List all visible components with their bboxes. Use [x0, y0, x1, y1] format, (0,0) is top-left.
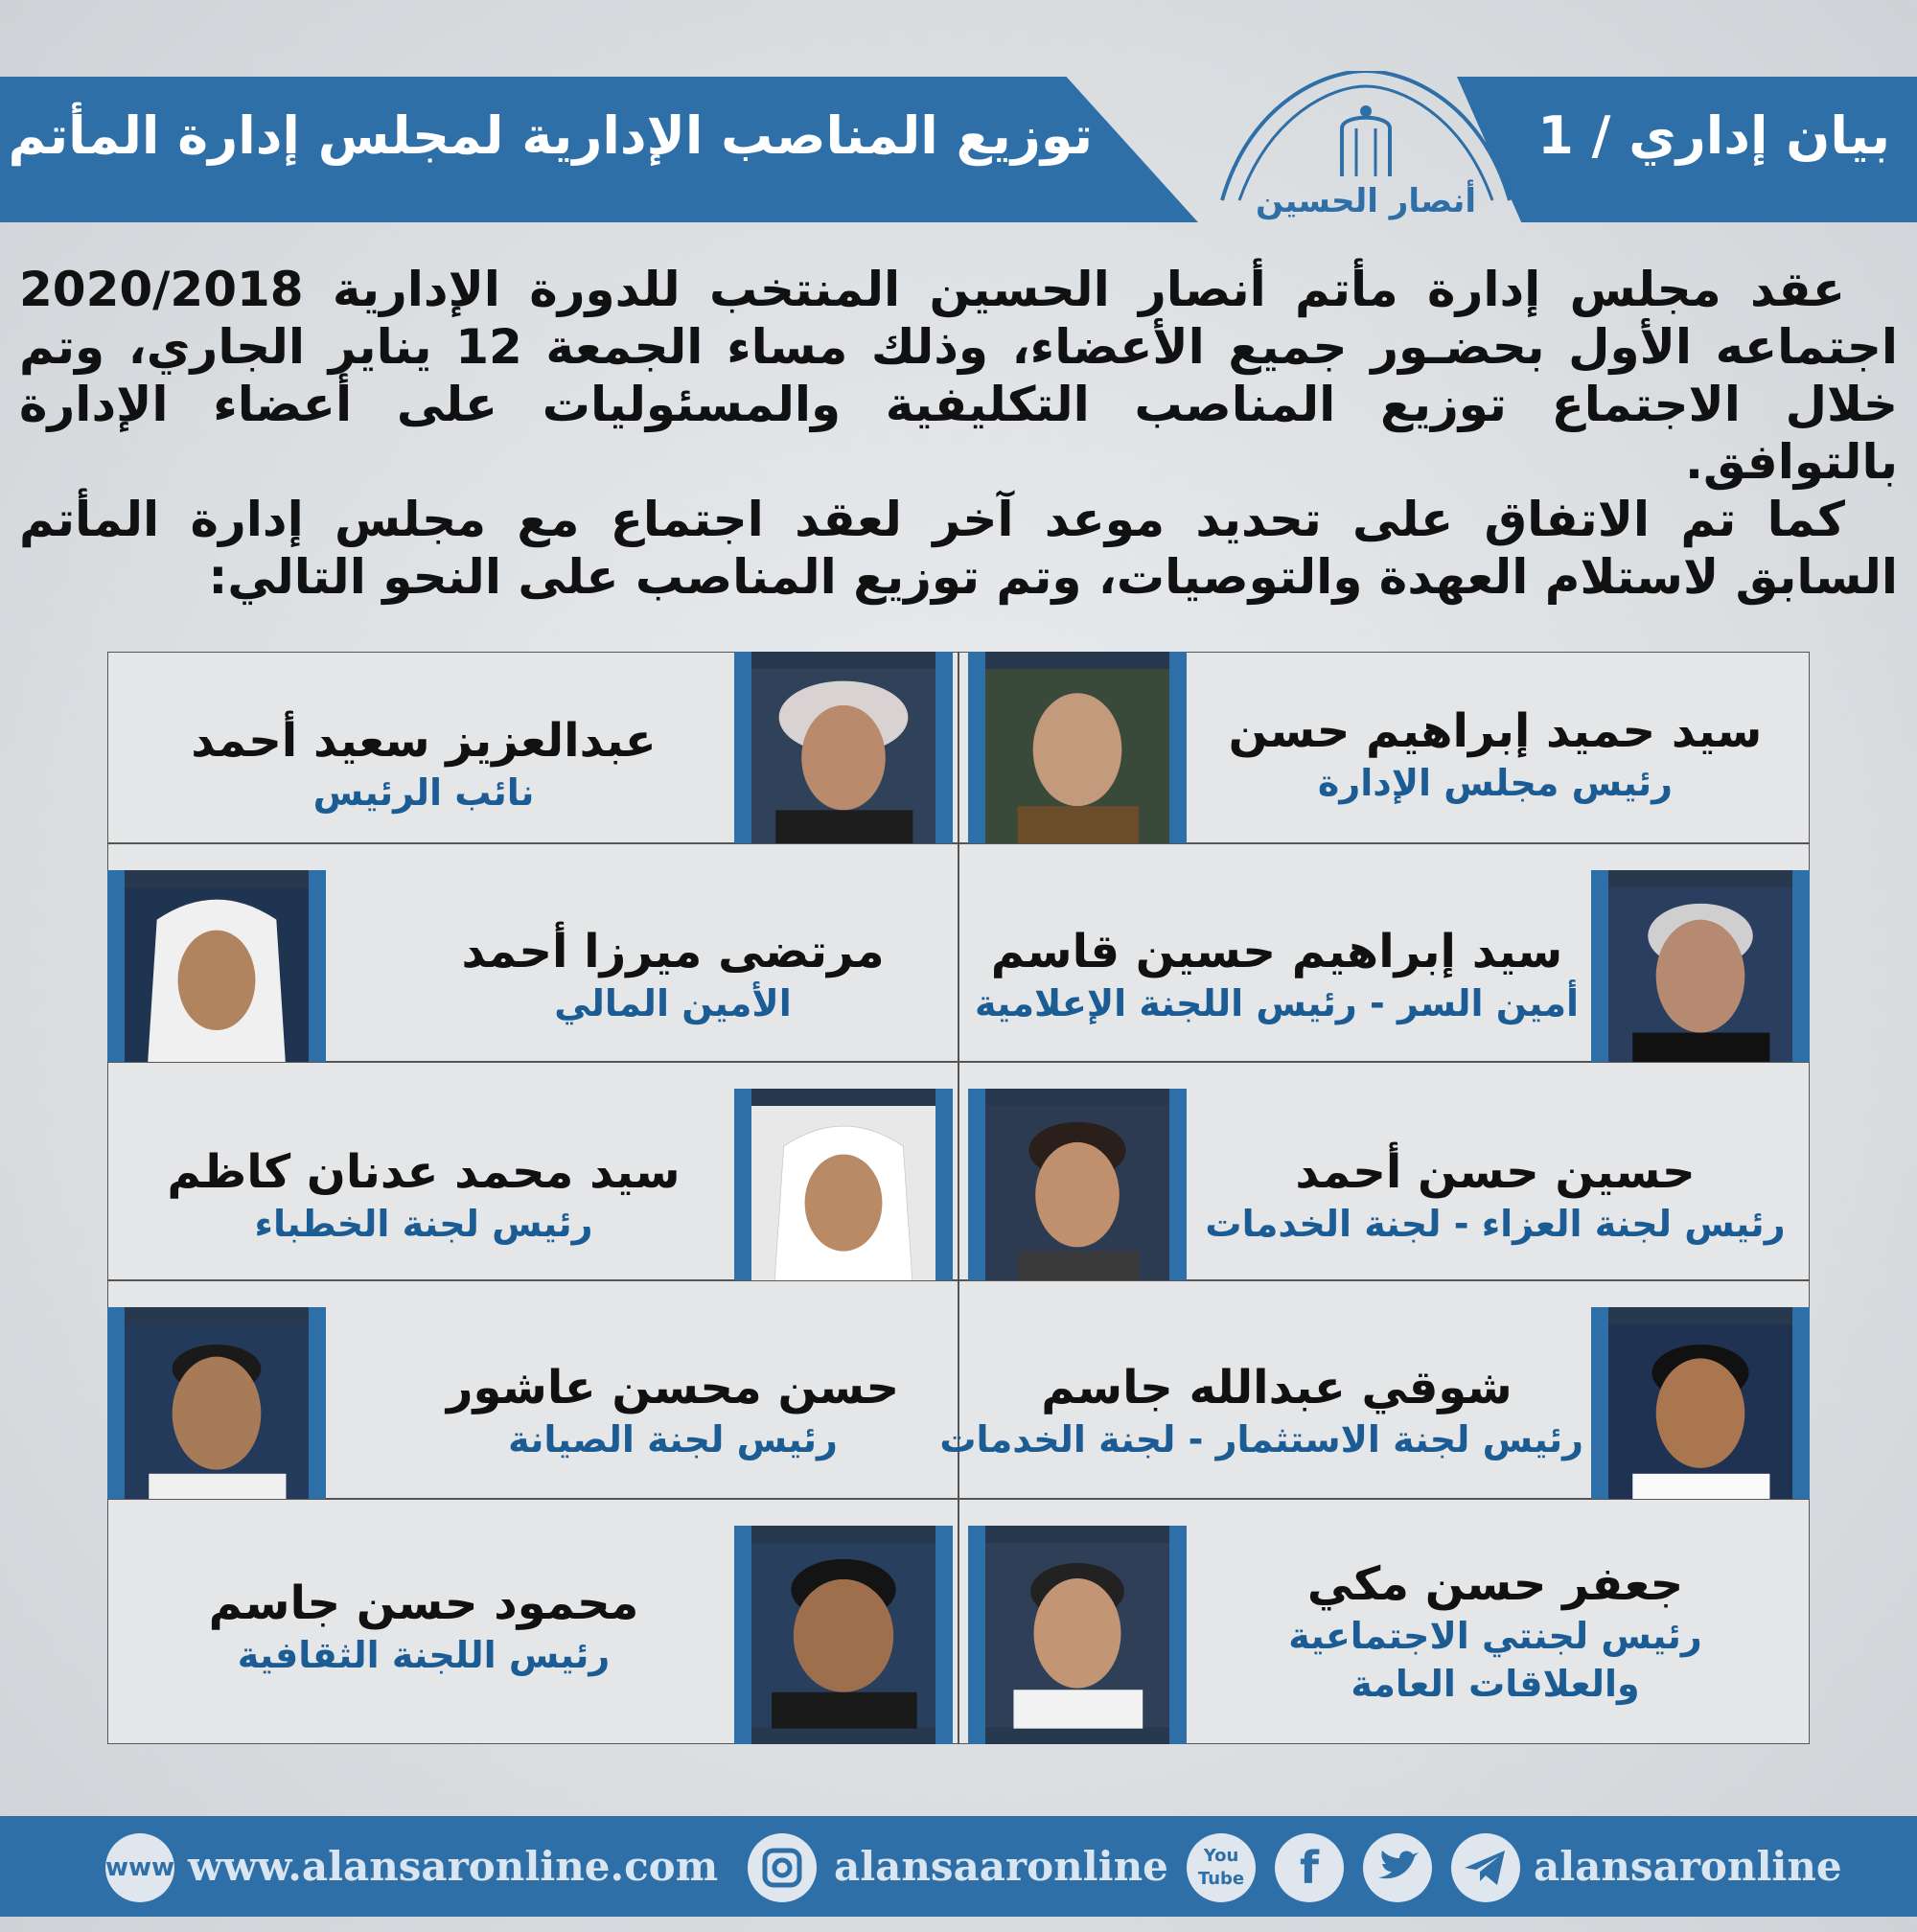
member-role: رئيس مجلس الإدارة	[1317, 762, 1674, 804]
member-name: سيد محمد عدنان كاظم	[167, 1145, 681, 1199]
member-photo	[734, 1089, 953, 1307]
member-role: رئيس لجنتي الاجتماعية	[1288, 1615, 1702, 1657]
telegram-icon[interactable]	[1451, 1833, 1520, 1902]
member-role: أمين السر - رئيس اللجنة الإعلامية	[974, 982, 1580, 1024]
header-bar	[0, 77, 1917, 222]
footer-bar	[0, 1816, 1917, 1917]
member-role: الأمين المالي	[554, 982, 792, 1024]
member-photo	[107, 870, 326, 1089]
member-name: حسن محسن عاشور	[446, 1361, 900, 1414]
member-role: رئيس لجنة الخطباء	[254, 1203, 593, 1245]
member-role: رئيس اللجنة الثقافية	[237, 1634, 611, 1676]
member-role: رئيس لجنة الاستثمار - لجنة الخدمات	[939, 1418, 1583, 1460]
members-grid	[107, 652, 1810, 1744]
member-name: مرتضى ميرزا أحمد	[461, 925, 885, 978]
member-photo	[107, 1307, 326, 1526]
member-photo	[734, 652, 953, 870]
social-handle[interactable]: alansaronline	[1534, 1843, 1842, 1890]
member-name: عبدالعزيز سعيد أحمد	[191, 714, 657, 768]
member-role: رئيس لجنة العزاء - لجنة الخدمات	[1205, 1203, 1786, 1245]
member-name: شوقي عبدالله جاسم	[1041, 1361, 1513, 1414]
instagram-handle[interactable]: alansaaronline	[834, 1843, 1168, 1890]
member-photo	[968, 1089, 1187, 1307]
page-title: توزيع المناصب الإدارية لمجلس إدارة المأتم	[8, 105, 1093, 166]
website-link[interactable]: www.alansaronline.com	[188, 1843, 719, 1890]
member-role-line-2: والعلاقات العامة	[1351, 1663, 1640, 1705]
member-name: سيد حميد إبراهيم حسن	[1228, 704, 1763, 758]
member-name: جعفر حسن مكي	[1306, 1557, 1684, 1611]
member-name: حسين حسن أحمد	[1295, 1145, 1696, 1199]
member-role: رئيس لجنة الصيانة	[508, 1418, 838, 1460]
statement-title: بيان إداري / 1	[1537, 105, 1890, 166]
facebook-icon[interactable]: f	[1275, 1833, 1344, 1902]
member-name: محمود حسن جاسم	[208, 1576, 639, 1630]
instagram-icon[interactable]	[748, 1833, 817, 1902]
intro-text	[19, 261, 1898, 606]
www-icon: www	[105, 1833, 174, 1902]
member-role: نائب الرئيس	[312, 771, 535, 814]
member-photo	[968, 652, 1187, 870]
member-photo	[1591, 870, 1810, 1089]
twitter-icon[interactable]	[1363, 1833, 1432, 1902]
logo-text: أنصار الحسين	[1255, 182, 1477, 220]
intro-paragraph-1: عقد مجلس إدارة مأتم أنصار الحسين المنتخب للدورة الإدارية 2020/2018 اجتماعه الأول بحضـور جميع الأعضاء، وذلك مساء الجمعة 12 يناير الجاري، وتم خلال الاجتماع توزيع المناصب التكليفية والمسئوليات على أعضاء الإدارة بالتوافق.	[19, 262, 1898, 490]
member-photo	[968, 1526, 1187, 1744]
youtube-icon[interactable]: You Tube	[1187, 1833, 1256, 1902]
member-name: سيد إبراهيم حسين قاسم	[990, 925, 1563, 978]
member-photo	[1591, 1307, 1810, 1526]
intro-paragraph-2: كما تم الاتفاق على تحديد موعد آخر لعقد اجتماع مع مجلس إدارة المأتم السابق لاستلام العهدة والتوصيات، وتم توزيع المناصب على النحو التالي:	[19, 492, 1898, 605]
member-photo	[734, 1526, 953, 1744]
